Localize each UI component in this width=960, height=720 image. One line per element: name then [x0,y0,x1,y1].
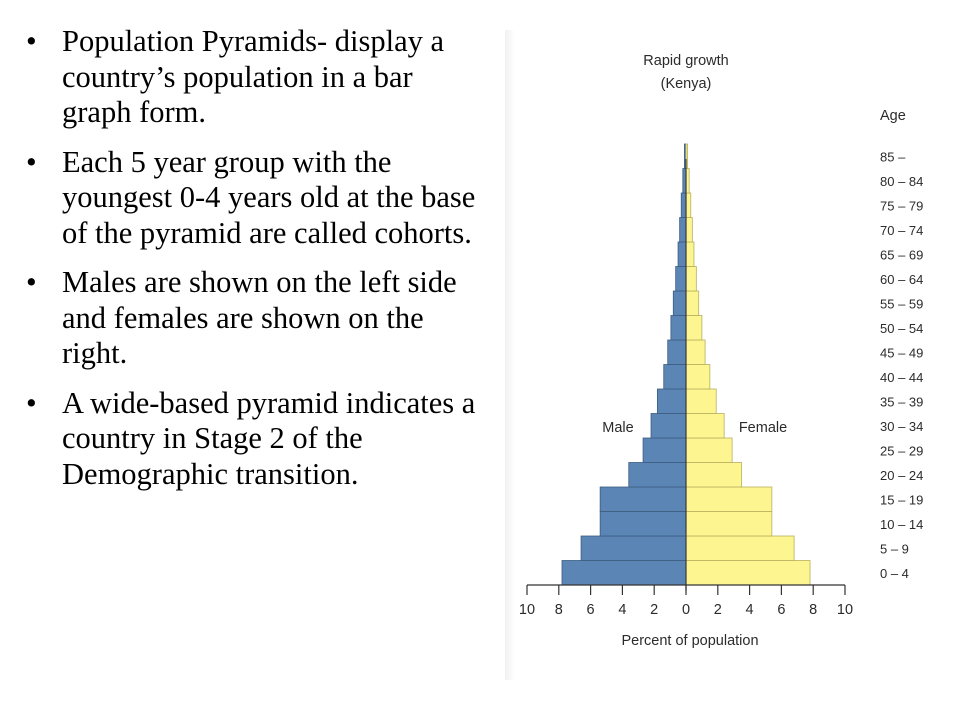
female-bar [686,414,724,439]
female-bar [686,438,732,463]
male-bar [600,512,686,537]
female-bar [686,561,810,586]
bullet-dot: • [26,385,37,420]
x-tick-label: 10 [518,602,536,618]
male-bar [651,414,686,439]
chart-title: Rapid growth [643,53,729,69]
female-bar [686,242,694,267]
x-tick-label: 6 [777,602,786,618]
age-label: 0 – 4 [880,566,909,581]
female-bar [686,512,772,537]
age-label: 65 – 69 [880,247,924,263]
age-label: 80 – 84 [880,174,924,189]
male-bar [664,365,686,390]
age-label: 45 – 49 [880,345,924,361]
age-labels [880,150,923,582]
age-axis-header: Age [880,108,906,124]
bullet-item [22,24,484,131]
age-label: 75 – 79 [880,198,924,214]
male-bar [676,267,686,292]
female-bar [686,291,699,316]
x-tick-label: 2 [650,602,659,618]
age-label: 35 – 39 [880,394,924,410]
bullet-item [22,265,484,372]
x-tick-label: 8 [809,602,818,618]
female-label: Female [738,420,788,436]
x-axis [519,159,853,618]
male-bar [678,242,686,267]
age-label: 55 – 59 [880,296,924,312]
age-label: 70 – 74 [880,223,924,238]
age-label: 25 – 29 [880,443,924,459]
population-pyramid-chart [505,30,924,680]
male-bar [671,316,686,341]
male-bar [668,340,686,365]
male-bar [600,487,686,512]
female-bar [686,389,716,414]
age-label: 5 – 9 [880,541,909,557]
male-bar [681,193,686,218]
x-tick-label: 4 [745,602,754,618]
female-bar [686,316,702,341]
age-label: 10 – 14 [880,517,924,532]
age-label: 15 – 19 [880,492,924,508]
male-bar [562,561,686,586]
male-bar [643,438,686,463]
x-tick-label: 6 [586,602,595,618]
female-bar [686,340,705,365]
male-bar [673,291,686,316]
male-bar [581,536,686,561]
x-tick-label: 8 [554,602,563,618]
chart-subtitle: (Kenya) [660,76,712,92]
bullet-dot: • [26,144,37,179]
bullet-text: A wide-based pyramid indicates a country in Stage 2 of the Demographic transition. [62,385,476,491]
female-bar [686,218,692,243]
male-bar [629,463,686,488]
bullet-list [22,24,484,506]
bullet-dot: • [26,265,37,299]
female-bar [686,536,794,561]
bullet-text: Males are shown on the left side and females are shown on the right. [62,265,457,370]
age-label: 85 – [880,149,906,165]
male-label: Male [602,420,634,436]
bullet-text: Each 5 year group with the youngest 0-4 years old at the base of the pyramid are called cohorts. [62,144,476,250]
x-tick-label: 10 [836,602,854,618]
female-bar [686,463,742,488]
age-label: 40 – 44 [880,370,924,385]
bullet-item [22,386,484,493]
x-tick-label: 0 [681,602,691,618]
female-bar [686,487,772,512]
age-label: 30 – 34 [880,419,924,434]
bullet-dot: • [26,24,37,58]
age-label: 20 – 24 [880,468,924,483]
male-bar [657,389,686,414]
male-bar [680,218,686,243]
x-tick-label: 4 [618,602,627,618]
x-axis-label: Percent of population [621,633,759,649]
female-bar [686,193,691,218]
bullet-text: Population Pyramids- display a country’s population in a bar graph form. [62,24,445,129]
bullet-item [22,145,484,252]
female-bar [686,267,696,292]
population-pyramid-panel [505,30,924,680]
x-tick-label: 2 [713,602,722,618]
age-label: 50 – 54 [880,321,924,336]
female-bar [686,365,710,390]
age-label: 60 – 64 [880,272,924,287]
